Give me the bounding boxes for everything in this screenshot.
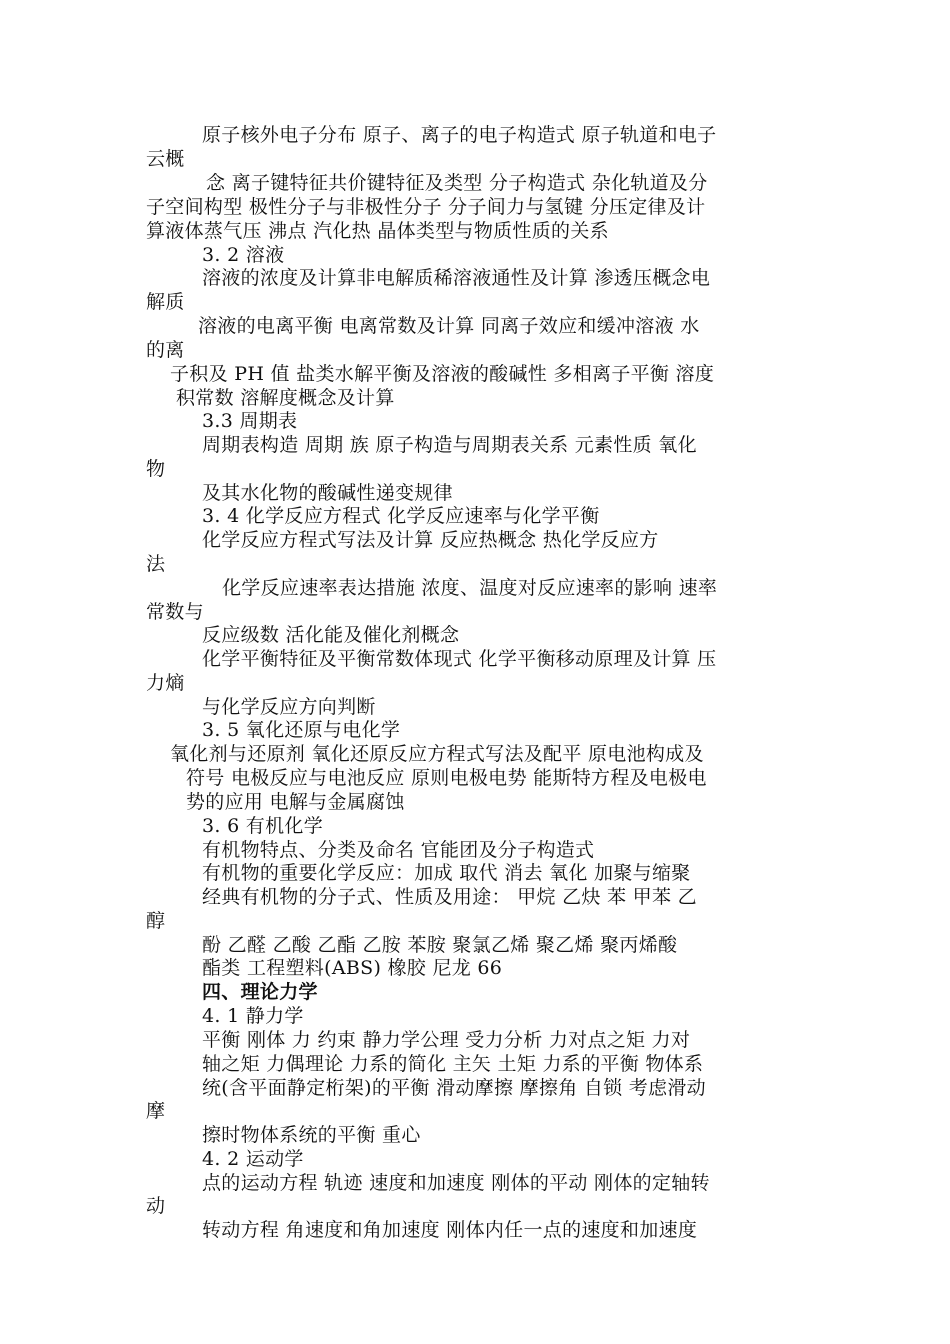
text-line: 子空间构型 极性分子与非极性分子 分子间力与氢键 分压定律及计 (146, 196, 706, 218)
text-line: 酯类 工程塑料(ABS) 橡胶 尼龙 66 (202, 957, 503, 979)
text-line: 周期表构造 周期 族 原子构造与周期表关系 元素性质 氧化 (202, 434, 697, 456)
section-heading: 4. 2 运动学 (202, 1148, 304, 1170)
text-line: 积常数 溶解度概念及计算 (176, 387, 395, 409)
section-heading: 3. 2 溶液 (202, 244, 285, 266)
text-line: 有机物的重要化学反应：加成 取代 消去 氧化 加聚与缩聚 (202, 862, 691, 884)
text-line: 摩 (146, 1100, 166, 1122)
text-line: 原子核外电子分布 原子、离子的电子构造式 原子轨道和电子 (202, 124, 717, 146)
text-line: 算液体蒸气压 沸点 汽化热 晶体类型与物质性质的关系 (146, 220, 609, 242)
text-line: 物 (146, 458, 166, 480)
text-line: 氧化剂与还原剂 氧化还原反应方程式写法及配平 原电池构成及 (170, 743, 704, 765)
section-heading: 3. 5 氧化还原与电化学 (202, 719, 401, 741)
text-line: 动 (146, 1195, 166, 1217)
section-heading: 3. 4 化学反应方程式 化学反应速率与化学平衡 (202, 505, 600, 527)
text-line: 解质 (146, 291, 185, 313)
text-line: 云概 (146, 148, 185, 170)
text-line: 子积及 PH 值 盐类水解平衡及溶液的酸碱性 多相离子平衡 溶度 (170, 363, 715, 385)
text-line: 化学反应速率表达措施 浓度、温度对反应速率的影响 速率 (222, 577, 718, 599)
text-line: 转动方程 角速度和角加速度 刚体内任一点的速度和加速度 (202, 1219, 698, 1241)
text-line: 念 离子键特征共价键特征及类型 分子构造式 杂化轨道及分 (206, 172, 708, 194)
text-line: 符号 电极反应与电池反应 原则电极电势 能斯特方程及电极电 (186, 767, 707, 789)
text-line: 醇 (146, 910, 166, 932)
text-line: 及其水化物的酸碱性递变规律 (202, 482, 453, 504)
text-line: 有机物特点、分类及命名 官能团及分子构造式 (202, 839, 595, 861)
text-line: 化学反应方程式写法及计算 反应热概念 热化学反应方 (202, 529, 659, 551)
text-line: 统(含平面静定桁架)的平衡 滑动摩擦 摩擦角 自锁 考虑滑动 (202, 1077, 706, 1099)
text-line: 的离 (146, 339, 185, 361)
text-line: 法 (146, 553, 166, 575)
text-line: 势的应用 电解与金属腐蚀 (186, 791, 405, 813)
text-line: 溶液的电离平衡 电离常数及计算 同离子效应和缓冲溶液 水 (198, 315, 700, 337)
text-line: 点的运动方程 轨迹 速度和加速度 刚体的平动 刚体的定轴转 (202, 1172, 710, 1194)
text-line: 力熵 (146, 672, 185, 694)
section-heading: 3.3 周期表 (202, 410, 298, 432)
text-line: 常数与 (146, 601, 204, 623)
text-line: 擦时物体系统的平衡 重心 (202, 1124, 421, 1146)
text-line: 轴之矩 力偶理论 力系的简化 主矢 土矩 力系的平衡 物体系 (202, 1053, 704, 1075)
text-line: 溶液的浓度及计算非电解质稀溶液通性及计算 渗透压概念电 (202, 267, 711, 289)
text-line: 酚 乙醛 乙酸 乙酯 乙胺 苯胺 聚氯乙烯 聚乙烯 聚丙烯酸 (202, 934, 678, 956)
section-heading: 3. 6 有机化学 (202, 815, 323, 837)
chapter-heading: 四、理论力学 (202, 981, 318, 1003)
text-line: 平衡 刚体 力 约束 静力学公理 受力分析 力对点之矩 力对 (202, 1029, 691, 1051)
text-line: 与化学反应方向判断 (202, 696, 376, 718)
text-line: 经典有机物的分子式、性质及用途： 甲烷 乙炔 苯 甲苯 乙 (202, 886, 697, 908)
section-heading: 4. 1 静力学 (202, 1005, 304, 1027)
text-line: 化学平衡特征及平衡常数体现式 化学平衡移动原理及计算 压 (202, 648, 717, 670)
text-line: 反应级数 活化能及催化剂概念 (202, 624, 460, 646)
